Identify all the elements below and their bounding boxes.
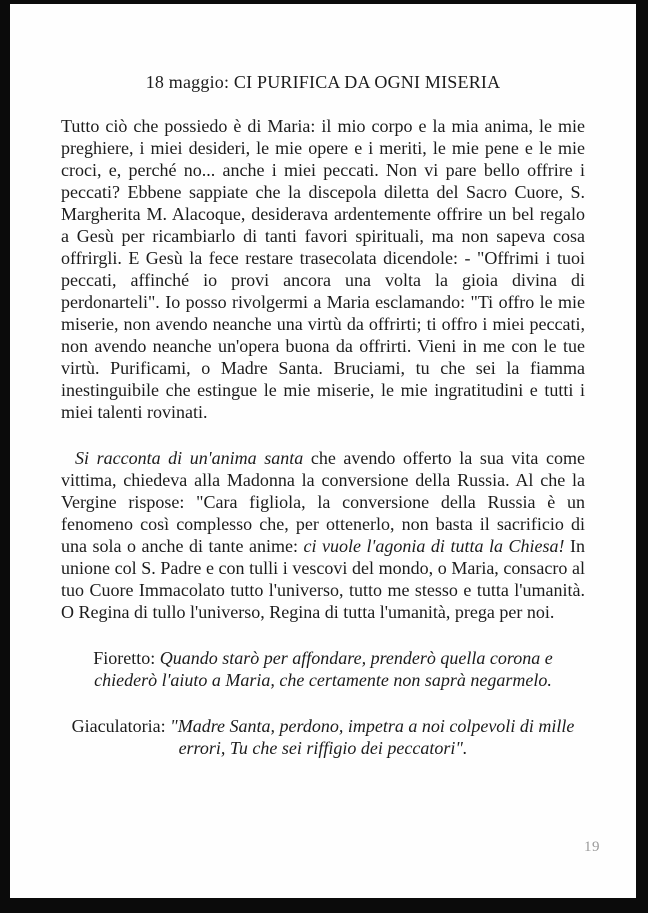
italic-run: ci vuole l'agonia di tutta la Chiesa! [303,536,565,556]
italic-run: "Madre Santa, perdono, impetra a noi colpevoli di mille errori, Tu che sei riffigio dei peccatori". [170,716,575,758]
text-run: Giaculatoria: [71,716,171,736]
paragraph-fioretto [67,647,579,691]
text-run: Tutto ciò che possiedo è di Maria: il mio corpo e la mia anima, le mie preghiere, i miei desideri, le mie opere e i meriti, le mie pene e le mie croci, e, perché no... anche i miei peccati. Non vi pare bello offrire i peccati? Ebbene sappiate che la discepola diletta del Sacro Cuore, S. Margherita M. Alacoque, desiderava ardentemente offrire un bel regalo a Gesù per ricambiarlo di tanti favori spirituali, ma non sapeva cosa offrirgli. E Gesù la fece restare trasecolata dicendole: - "Offrimi i tuoi peccati, affinché io provi ancora una volta la gioia divina di perdonarteli". Io posso rivolgermi a Maria esclamando: "Ti offro le mie miserie, non avendo neanche una virtù da offrirti; ti offro i miei peccati, non avendo neanche un'opera buona da offrirti. Vieni in me con le tue virtù. Purificami, o Madre Santa. Bruciami, tu che sei la fiamma inestinguibile che estingue le mie miserie, le mie ingratitudini e tutti i miei talenti rovinati. [61,116,585,422]
paragraph-giaculatoria [67,715,579,759]
page-content [10,71,636,759]
page-number: 19 [584,839,600,855]
paragraph-offering [61,115,585,423]
page-body [61,115,585,759]
italic-run: Si racconta di un'anima santa [75,448,304,468]
text-run: che avendo offerto la sua vita come vittima, chiedeva alla Madonna la conversione della Russia. Al che la Vergine rispose: "Cara figliola, la conversione della Russia è un fenomeno così complesso che, per ottenerlo, non basta il sacrificio di una sola o anche di tante anime: [61,448,586,556]
italic-run: Quando starò per affondare, prenderò quella corona e chiederò l'aiuto a Maria, che certamente non saprà negarmelo. [94,648,553,690]
page-title: 18 maggio: CI PURIFICA DA OGNI MISERIA [145,72,501,92]
paragraph-anima-santa [61,447,585,623]
text-run: In unione col S. Padre e con tulli i vescovi del mondo, o Maria, consacro al tuo Cuore Immacolato tutto l'universo, tutto me stesso e tutta l'umanità. O Regina di tullo l'universo, Regina di tutta l'umanità, prega per noi. [61,536,585,622]
book-page [10,4,636,898]
text-run: Fioretto: [93,648,160,668]
